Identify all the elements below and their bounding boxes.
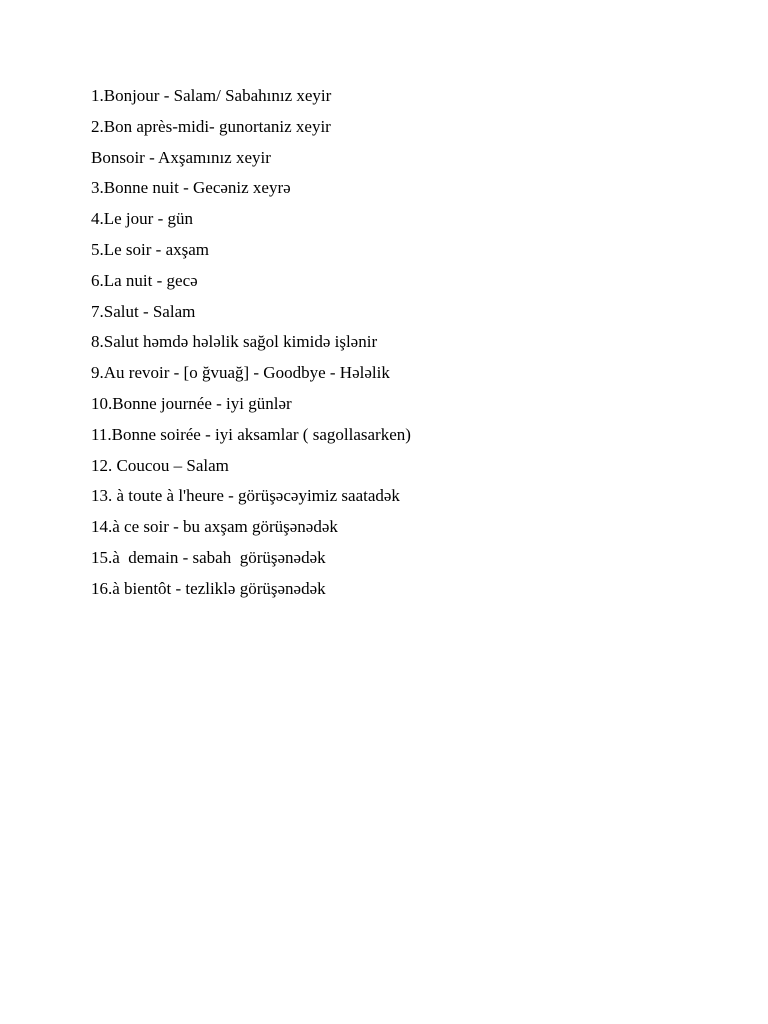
phrase-line: 14.à ce soir - bu axşam görüşənədək (91, 517, 338, 537)
phrase-line: 8.Salut həmdə hələlik sağol kimidə işlənir (91, 332, 378, 352)
phrase-line: 15.à demain - sabah görüşənədək (91, 547, 326, 567)
phrase-list (91, 85, 711, 609)
phrase-line: 5.Le soir - axşam (91, 239, 210, 259)
phrase-line: 7.Salut - Salam (91, 301, 196, 321)
phrase-line: 10.Bonne journée - iyi günlər (91, 393, 292, 413)
phrase-line: 16.à bientôt - tezliklə görüşənədək (91, 578, 326, 598)
phrase-line: Bonsoir - Axşamınız xeyir (91, 147, 271, 167)
phrase-line: 11.Bonne soirée - iyi aksamlar ( sagollasarken) (91, 424, 411, 444)
phrase-line: 12. Coucou – Salam (91, 455, 229, 475)
phrase-line: 4.Le jour - gün (91, 209, 193, 229)
phrase-line: 13. à toute à l'heure - görüşəcəyimiz saatadək (91, 486, 400, 506)
phrase-line: 2.Bon après-midi- gunortaniz xeyir (91, 116, 331, 136)
phrase-line: 6.La nuit - gecə (91, 270, 198, 290)
phrase-line: 1.Bonjour - Salam/ Sabahınız xeyir (91, 86, 332, 105)
phrase-line: 9.Au revoir - [o ğvuağ] - Goodbye - Hələlik (91, 363, 390, 383)
phrase-line: 3.Bonne nuit - Gecəniz xeyrə (91, 178, 291, 198)
